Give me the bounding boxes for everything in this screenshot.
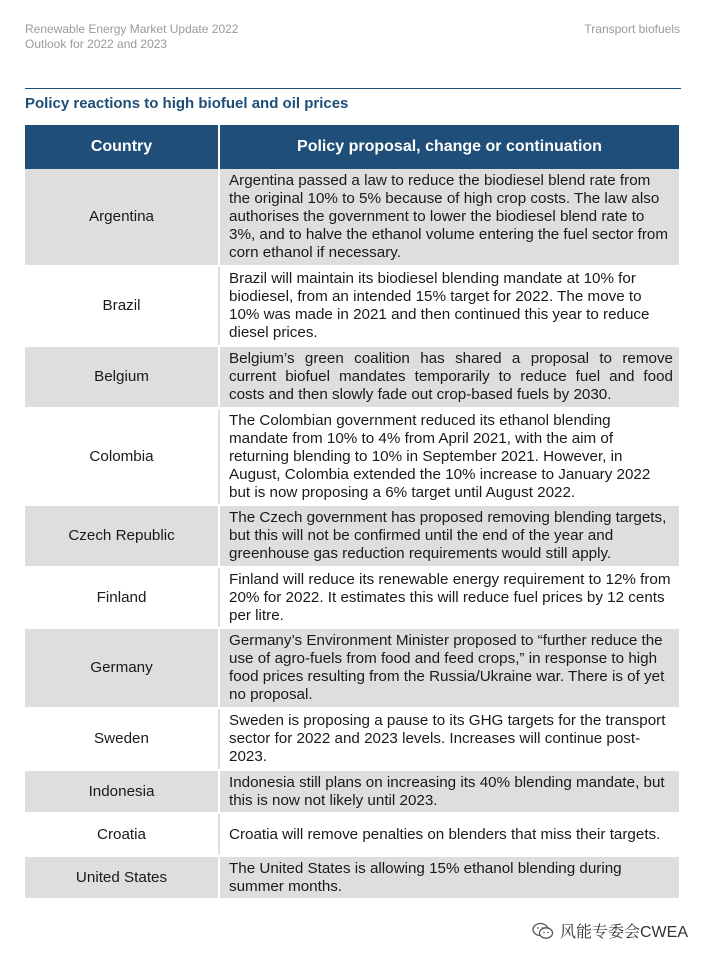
report-subtitle: Outlook for 2022 and 2023 bbox=[25, 37, 168, 51]
table-row bbox=[25, 505, 679, 567]
policy-cell: Sweden is proposing a pause to its GHG targets for the transport sector for 2022 and 2023 levels. Increases will continue post-2023. bbox=[219, 708, 679, 770]
policy-cell: The United States is allowing 15% ethanol blending during summer months. bbox=[219, 856, 679, 899]
table-row bbox=[25, 856, 679, 899]
table-header-row bbox=[25, 125, 679, 169]
country-cell: Germany bbox=[25, 628, 219, 708]
policy-cell: Croatia will remove penalties on blenders that miss their targets. bbox=[219, 813, 679, 856]
table-row bbox=[25, 708, 679, 770]
policy-cell: Germany’s Environment Minister proposed to “further reduce the use of agro-fuels from food and feed crops,” in response to high food prices resulting from the Russia/Ukraine war. There is of yet no proposal. bbox=[219, 628, 679, 708]
table-row bbox=[25, 770, 679, 813]
country-cell: Colombia bbox=[25, 408, 219, 505]
policy-cell: The Czech government has proposed removing blending targets, but this will not be confirmed until the end of the year and greenhouse gas reduction requirements would still apply. bbox=[219, 505, 679, 567]
wechat-icon bbox=[532, 922, 554, 940]
country-cell: Czech Republic bbox=[25, 505, 219, 567]
watermark bbox=[532, 919, 688, 942]
watermark-text: 风能专委会CWEA bbox=[559, 924, 688, 941]
policy-cell: Indonesia still plans on increasing its 40% blending mandate, but this is now not likely until 2023. bbox=[219, 770, 679, 813]
table-row bbox=[25, 628, 679, 708]
country-cell: United States bbox=[25, 856, 219, 899]
country-cell: Indonesia bbox=[25, 770, 219, 813]
policy-cell: Argentina passed a law to reduce the biodiesel blend rate from the original 10% to 5% because of high crop costs. The law also authorises the government to lower the biodiesel blend rate to 3%, and to halve the ethanol volume entering the fuel sector from corn ethanol if necessary. bbox=[219, 169, 679, 266]
country-cell: Sweden bbox=[25, 708, 219, 770]
policy-cell: The Colombian government reduced its ethanol blending mandate from 10% to 4% from April 2021, with the aim of returning blending to 10% in September 2021. However, in August, Colombia extended the 10% increase to January 2022 but is now proposing a 6% target until August 2022. bbox=[219, 408, 679, 505]
policy-cell: Finland will reduce its renewable energy requirement to 12% from 20% for 2022. It estimates this will reduce fuel prices by 12 cents per litre. bbox=[219, 567, 679, 628]
chapter-label: Transport biofuels bbox=[584, 22, 680, 36]
country-cell: Finland bbox=[25, 567, 219, 628]
table-row bbox=[25, 813, 679, 856]
report-title: Renewable Energy Market Update 2022 bbox=[25, 22, 239, 36]
section-title: Policy reactions to high biofuel and oil prices bbox=[25, 95, 349, 112]
header-divider bbox=[25, 88, 681, 89]
table-row bbox=[25, 169, 679, 266]
column-header-policy: Policy proposal, change or continuation bbox=[219, 125, 679, 169]
policy-table bbox=[25, 125, 679, 900]
table-row bbox=[25, 266, 679, 346]
policy-cell: Brazil will maintain its biodiesel blending mandate at 10% for biodiesel, from an intended 15% target for 2022. The move to 10% was made in 2021 and then continued this year to reduce diesel prices. bbox=[219, 266, 679, 346]
country-cell: Brazil bbox=[25, 266, 219, 346]
column-header-country: Country bbox=[25, 125, 219, 169]
country-cell: Argentina bbox=[25, 169, 219, 266]
policy-cell: Belgium’s green coalition has shared a proposal to remove current biofuel mandates temporarily to reduce fuel and food costs and then slowly fade out crop-based fuels by 2030. bbox=[219, 346, 679, 408]
table-row bbox=[25, 408, 679, 505]
document-header bbox=[25, 22, 238, 52]
table-row bbox=[25, 346, 679, 408]
table-row bbox=[25, 567, 679, 628]
country-cell: Croatia bbox=[25, 813, 219, 856]
country-cell: Belgium bbox=[25, 346, 219, 408]
